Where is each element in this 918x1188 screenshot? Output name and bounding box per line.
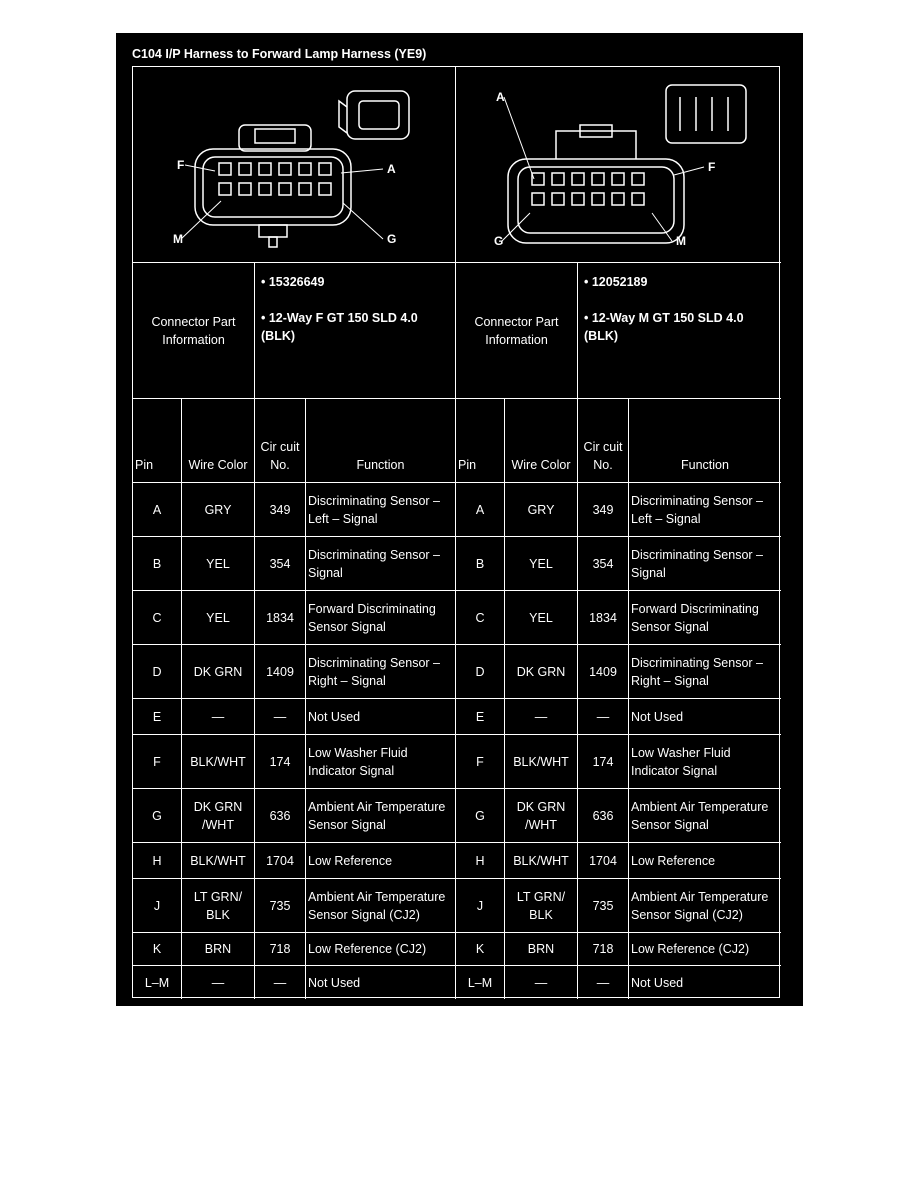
pin-cavity — [279, 163, 291, 175]
wire-color-cell — [182, 483, 255, 537]
circuit-cell-text: 718 — [269, 942, 291, 956]
function-cell — [306, 699, 456, 735]
pin-cavity — [239, 163, 251, 175]
function-cell-text: Not Used — [308, 975, 361, 990]
column-header-0 — [133, 399, 182, 483]
pin-cell — [456, 591, 505, 645]
wire-color-cell-text: YEL — [206, 556, 230, 571]
wire-color-cell-text: BRN — [527, 942, 555, 956]
circuit-cell — [578, 843, 629, 879]
column-header-text: Pin — [458, 458, 477, 472]
function-cell — [306, 789, 456, 843]
function-cell — [306, 645, 456, 699]
wire-color-cell-text: GRY — [527, 502, 555, 517]
callout-label: G — [494, 234, 504, 248]
function-cell-text: Forward Discriminating Sensor Signal — [631, 601, 759, 634]
wire-color-cell-text: BLK/WHT — [190, 754, 246, 769]
part-number: • 15326649 — [261, 275, 325, 289]
part-info-label-text: Connector Part Information — [474, 314, 559, 347]
pin-cavity — [632, 193, 644, 205]
function-cell — [306, 591, 456, 645]
circuit-cell-text: 174 — [592, 754, 614, 769]
function-cell-text: Low Reference (CJ2) — [631, 942, 750, 956]
pin-cell — [456, 483, 505, 537]
column-header-2 — [578, 399, 629, 483]
circuit-cell — [578, 591, 629, 645]
column-header-3 — [629, 399, 781, 483]
pin-cell-text: C — [152, 610, 162, 625]
pin-cavity — [532, 193, 544, 205]
wire-color-cell-text: BLK/WHT — [190, 853, 246, 868]
pin-cell — [456, 699, 505, 735]
pin-cell-text: B — [475, 556, 485, 571]
callout-line — [674, 167, 704, 175]
circuit-cell — [255, 591, 306, 645]
pin-cell-text: F — [476, 754, 484, 769]
function-cell-text: Not Used — [631, 975, 684, 990]
callout-label: F — [708, 160, 716, 174]
connector-part-info-label — [456, 263, 578, 399]
circuit-cell — [578, 537, 629, 591]
pin-cavity — [632, 173, 644, 185]
function-cell — [629, 933, 781, 966]
wire-color-cell — [505, 879, 578, 933]
pin-cell — [456, 966, 505, 999]
circuit-cell — [255, 699, 306, 735]
circuit-cell-text: 174 — [269, 754, 291, 769]
pin-cavity — [592, 193, 604, 205]
pin-cell — [456, 645, 505, 699]
callout-line — [341, 169, 383, 173]
circuit-cell-text: 1704 — [589, 853, 617, 868]
part-description: • 12-Way F GT 150 SLD 4.0 (BLK) — [261, 311, 418, 343]
pin-cell — [456, 537, 505, 591]
connector-sheet — [116, 33, 803, 1006]
function-cell-text: Forward Discriminating Sensor Signal — [308, 601, 436, 634]
pin-cell-text: E — [475, 709, 485, 724]
function-cell — [629, 483, 781, 537]
pin-cell — [133, 843, 182, 879]
function-cell — [306, 483, 456, 537]
pin-cavity — [552, 193, 564, 205]
pin-cell-text: L–M — [144, 975, 170, 990]
function-cell — [306, 735, 456, 789]
function-cell-text: Low Reference — [308, 853, 393, 868]
callout-label: A — [496, 90, 505, 104]
part-number: • 12052189 — [584, 275, 648, 289]
circuit-cell — [578, 966, 629, 999]
circuit-cell-text: 354 — [269, 556, 291, 571]
wire-color-cell-text: DK GRN — [516, 664, 566, 679]
column-header-1 — [505, 399, 578, 483]
circuit-cell-text: 1834 — [589, 610, 617, 625]
circuit-cell — [255, 735, 306, 789]
function-cell-text: Low Reference (CJ2) — [308, 942, 427, 956]
callout-label: M — [173, 232, 183, 246]
pin-cell — [133, 735, 182, 789]
wire-color-cell — [505, 843, 578, 879]
circuit-cell-text: 735 — [592, 898, 614, 913]
pin-cavity — [572, 173, 584, 185]
circuit-cell-text: 636 — [269, 808, 291, 823]
pin-cavity — [299, 183, 311, 195]
function-cell-text: Low Washer Fluid Indicator Signal — [308, 745, 408, 778]
wire-color-cell — [505, 933, 578, 966]
column-header-text: Wire Color — [188, 458, 248, 472]
function-cell — [629, 735, 781, 789]
wire-color-cell-text: — — [534, 975, 548, 990]
pin-cell-text: E — [152, 709, 162, 724]
part-description: • 12-Way M GT 150 SLD 4.0 (BLK) — [584, 311, 744, 343]
function-cell-text: Ambient Air Temperature Sensor Signal (CJ2) — [308, 889, 446, 922]
circuit-cell-text: 718 — [592, 942, 614, 956]
pin-cavity — [219, 163, 231, 175]
connector-part-info — [255, 263, 456, 399]
wire-color-cell — [505, 645, 578, 699]
circuit-cell — [578, 483, 629, 537]
pin-cell-text: H — [475, 853, 485, 868]
wire-color-cell-text: YEL — [529, 556, 553, 571]
circuit-cell — [255, 537, 306, 591]
function-cell-text: Not Used — [631, 709, 684, 724]
wire-color-cell — [505, 483, 578, 537]
wire-color-cell — [182, 645, 255, 699]
circuit-cell-text: 1704 — [266, 853, 294, 868]
connector-diagram-female — [133, 67, 456, 263]
pin-cell — [133, 966, 182, 999]
pin-cavity — [259, 183, 271, 195]
circuit-cell — [578, 699, 629, 735]
function-cell-text: Discriminating Sensor – Signal — [308, 547, 440, 580]
circuit-cell-text: — — [596, 709, 610, 724]
connector-face-drawing — [133, 67, 456, 263]
pin-cavity — [299, 163, 311, 175]
function-cell — [629, 645, 781, 699]
circuit-cell — [578, 735, 629, 789]
callout-label: A — [387, 162, 396, 176]
wire-color-cell — [505, 966, 578, 999]
pin-cell-text: B — [152, 556, 162, 571]
function-cell — [629, 537, 781, 591]
circuit-cell-text: — — [273, 709, 287, 724]
column-header-text: Function — [356, 458, 405, 472]
wire-color-cell — [505, 699, 578, 735]
function-cell-text: Not Used — [308, 709, 361, 724]
callout-label: F — [177, 158, 185, 172]
function-cell-text: Discriminating Sensor – Left – Signal — [631, 493, 763, 526]
circuit-cell-text: 1409 — [589, 664, 617, 679]
wire-color-cell — [505, 735, 578, 789]
pin-cell — [133, 933, 182, 966]
pin-cell-text: J — [476, 898, 484, 913]
pin-cavity — [612, 173, 624, 185]
function-cell — [306, 537, 456, 591]
circuit-cell — [255, 879, 306, 933]
function-cell — [306, 966, 456, 999]
wire-color-cell-text: BLK/WHT — [513, 853, 569, 868]
function-cell — [629, 879, 781, 933]
pin-cavity — [219, 183, 231, 195]
circuit-cell — [578, 789, 629, 843]
page-title: C104 I/P Harness to Forward Lamp Harness (YE9) — [132, 47, 427, 61]
pin-cell-text: F — [153, 754, 161, 769]
callout-line — [502, 213, 530, 241]
circuit-cell — [255, 966, 306, 999]
function-cell-text: Ambient Air Temperature Sensor Signal — [308, 799, 446, 832]
pin-cell — [456, 933, 505, 966]
pin-cavity — [239, 183, 251, 195]
column-header-text: Function — [681, 458, 729, 472]
function-cell — [629, 591, 781, 645]
wire-color-cell-text: LT GRN/ BLK — [516, 889, 566, 922]
circuit-cell — [255, 645, 306, 699]
wire-color-cell — [182, 966, 255, 999]
function-cell-text: Discriminating Sensor – Right – Signal — [631, 655, 763, 688]
callout-line — [181, 201, 221, 239]
circuit-cell — [578, 933, 629, 966]
callout-line — [185, 165, 215, 171]
function-cell — [306, 843, 456, 879]
column-header-3 — [306, 399, 456, 483]
wire-color-cell-text: — — [211, 709, 225, 724]
pin-cell-text: L–M — [467, 975, 493, 990]
circuit-cell — [255, 789, 306, 843]
function-cell — [306, 933, 456, 966]
pin-cell-text: J — [153, 898, 161, 913]
wire-color-cell — [505, 789, 578, 843]
pin-cell — [133, 537, 182, 591]
wire-color-cell-text: — — [534, 709, 548, 724]
pin-cell-text: G — [475, 808, 485, 823]
callout-line — [652, 213, 672, 241]
function-cell — [629, 789, 781, 843]
wire-color-cell — [182, 933, 255, 966]
wire-color-cell — [182, 843, 255, 879]
wire-color-cell — [182, 699, 255, 735]
pin-cell — [456, 843, 505, 879]
wire-color-cell-text: YEL — [529, 610, 553, 625]
connector-part-info-label — [133, 263, 255, 399]
pin-cell — [133, 483, 182, 537]
function-cell-text: Low Reference — [631, 853, 716, 868]
pin-cavity — [319, 183, 331, 195]
function-cell-text: Ambient Air Temperature Sensor Signal — [631, 799, 769, 832]
function-cell — [629, 699, 781, 735]
callout-line — [343, 203, 383, 239]
function-cell — [306, 879, 456, 933]
circuit-cell-text: 354 — [592, 556, 614, 571]
pin-cell-text: A — [475, 502, 485, 517]
column-header-text: Cir cuit No. — [583, 440, 623, 472]
pin-cavity — [592, 173, 604, 185]
pin-cell — [456, 735, 505, 789]
column-header-text: Cir cuit No. — [260, 440, 300, 472]
circuit-cell — [255, 933, 306, 966]
pin-cavity — [259, 163, 271, 175]
wire-color-cell — [182, 537, 255, 591]
circuit-cell-text: 349 — [592, 502, 614, 517]
pin-cell — [133, 699, 182, 735]
pinout-table — [132, 66, 780, 998]
column-header-0 — [456, 399, 505, 483]
circuit-cell — [255, 843, 306, 879]
column-header-text: Pin — [135, 458, 154, 472]
function-cell-text: Discriminating Sensor – Left – Signal — [308, 493, 440, 526]
callout-label: G — [387, 232, 397, 246]
pin-cell — [456, 879, 505, 933]
pin-cell-text: D — [475, 664, 485, 679]
wire-color-cell — [505, 591, 578, 645]
circuit-cell-text: 1834 — [266, 610, 294, 625]
wire-color-cell — [182, 591, 255, 645]
wire-color-cell-text: BRN — [204, 942, 232, 956]
wire-color-cell-text: GRY — [204, 502, 232, 517]
pin-cell-text: C — [475, 610, 485, 625]
pin-cell — [133, 591, 182, 645]
wire-color-cell — [182, 789, 255, 843]
function-cell-text: Ambient Air Temperature Sensor Signal (CJ2) — [631, 889, 769, 922]
wire-color-cell-text: DK GRN /WHT — [193, 799, 243, 832]
circuit-cell-text: 349 — [269, 502, 291, 517]
pin-cell-text: K — [152, 942, 162, 956]
pin-cavity — [572, 193, 584, 205]
wire-color-cell-text: YEL — [206, 610, 230, 625]
wire-color-cell — [182, 879, 255, 933]
circuit-cell-text: — — [273, 975, 287, 990]
pin-cell — [133, 879, 182, 933]
wire-color-cell — [182, 735, 255, 789]
function-cell-text: Discriminating Sensor – Right – Signal — [308, 655, 440, 688]
circuit-cell — [255, 483, 306, 537]
column-header-text: Wire Color — [511, 458, 571, 472]
circuit-cell-text: 735 — [269, 898, 291, 913]
callout-line — [504, 97, 534, 179]
column-header-2 — [255, 399, 306, 483]
function-cell — [629, 966, 781, 999]
connector-diagram-male — [456, 67, 781, 263]
column-header-1 — [182, 399, 255, 483]
pin-cell-text: H — [152, 853, 162, 868]
pin-cell-text: K — [475, 942, 485, 956]
pin-cavity — [279, 183, 291, 195]
pin-cell — [133, 789, 182, 843]
circuit-cell-text: 1409 — [266, 664, 294, 679]
pin-cavity — [319, 163, 331, 175]
pin-cavity — [552, 173, 564, 185]
wire-color-cell-text: BLK/WHT — [513, 754, 569, 769]
part-info-label-text: Connector Part Information — [151, 314, 236, 347]
wire-color-cell — [505, 537, 578, 591]
pin-cell-text: G — [152, 808, 162, 823]
function-cell-text: Discriminating Sensor – Signal — [631, 547, 763, 580]
pin-cell-text: A — [152, 502, 162, 517]
pin-cell-text: D — [152, 664, 162, 679]
circuit-cell — [578, 879, 629, 933]
wire-color-cell-text: LT GRN/ BLK — [193, 889, 243, 922]
callout-label: M — [676, 234, 686, 248]
wire-color-cell-text: DK GRN /WHT — [516, 799, 566, 832]
circuit-cell — [578, 645, 629, 699]
wire-color-cell-text: DK GRN — [193, 664, 243, 679]
wire-color-cell-text: — — [211, 975, 225, 990]
function-cell-text: Low Washer Fluid Indicator Signal — [631, 745, 731, 778]
pin-cell — [456, 789, 505, 843]
connector-part-info — [578, 263, 781, 399]
pin-cavity — [612, 193, 624, 205]
pin-cell — [133, 645, 182, 699]
function-cell — [629, 843, 781, 879]
connector-face-drawing — [456, 67, 781, 263]
circuit-cell-text: 636 — [592, 808, 614, 823]
circuit-cell-text: — — [596, 975, 610, 990]
